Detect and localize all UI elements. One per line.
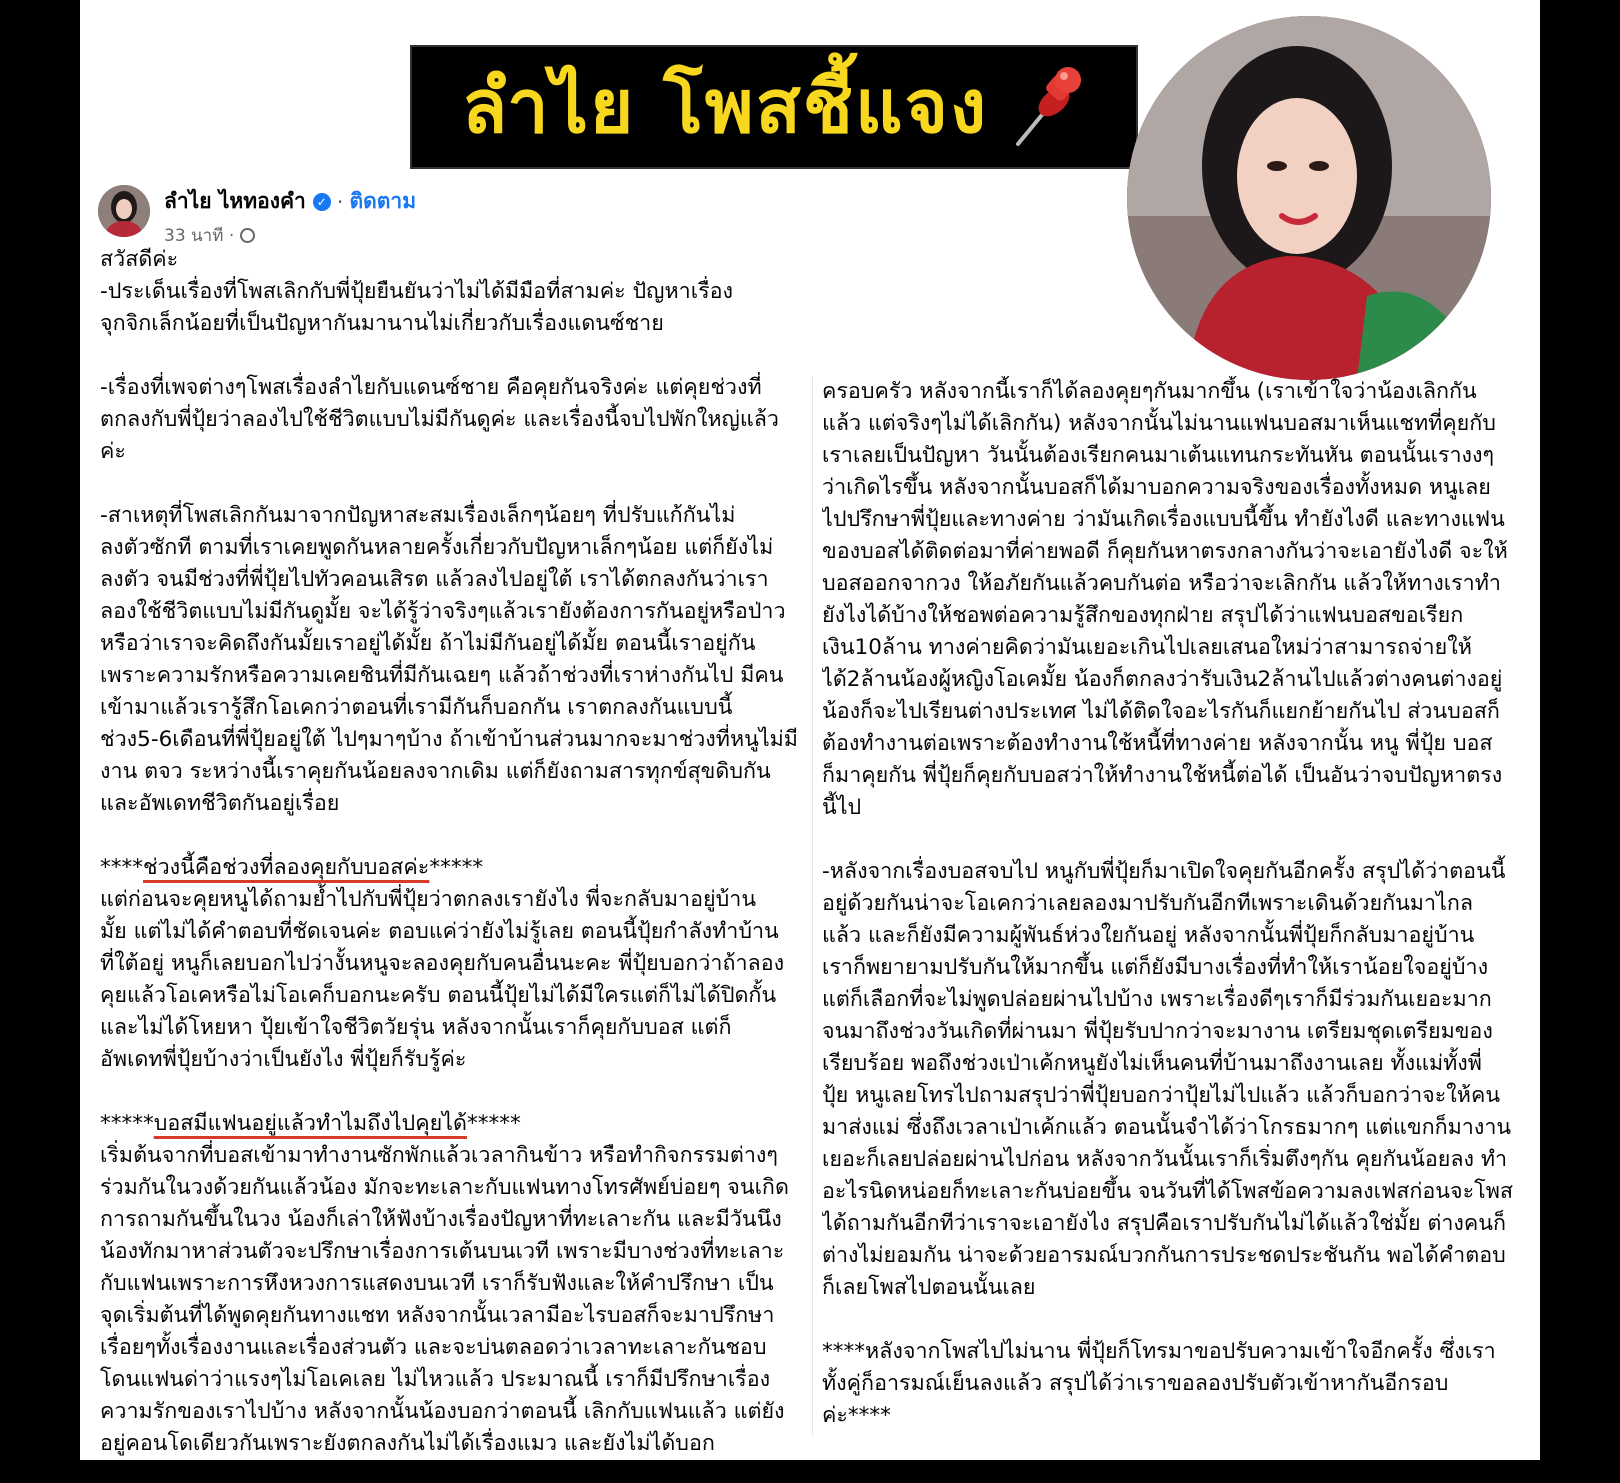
text-line: -หลังจากเรื่องบอสจบไป หนูกับพี่ปุ้ยก็มาเปิดใจคุยกันอีกครั้ง สรุปได้ว่าตอนนี้: [822, 859, 1506, 884]
text-line: ค่ะ: [100, 439, 126, 464]
paragraph-gap: [822, 824, 1540, 856]
text-line: ว่าเกิดไรขึ้น หลังจากนั้นบอสก็ได้มาบอกความจริงของเรื่องทั้งหมด หนูเลย: [822, 475, 1491, 500]
follow-button[interactable]: ติดตาม: [349, 189, 417, 213]
text-line: เราก็พยายามปรับกันให้มากขึ้น แต่ก็ยังมีบางเรื่องที่ทำให้เราน้อยใจอยู่บ้าง: [822, 955, 1489, 980]
author-name[interactable]: ลำไย ไหทองคำ: [164, 189, 306, 213]
text-line: จุดเริ่มต้นที่ได้พูดคุยกันทางแชท หลังจากนั้นเวลามีอะไรบอสก็จะมาปรึกษา: [100, 1303, 775, 1328]
text-line: *****บอสมีแฟนอยู่แล้วทำไมถึงไปคุยได้*****: [100, 1111, 521, 1136]
text-line: ที่ใต้อยู่ หนูก็เลยบอกไปว่างั้นหนูจะลองคุยกับคนอื่นนะคะ พี่ปุ้ยบอกว่าถ้าลอง: [100, 951, 785, 976]
text-line: และไม่ได้โหยหา ปุ้ยเข้าใจชีวิตวัยรุ่น หลังจากนั้นเราก็คุยกับบอส แต่ก็: [100, 1015, 732, 1040]
title-banner: [410, 45, 1138, 169]
text-line: อยู่ด้วยกันน่าจะโอเคกว่าเลยลองมาปรับกันอีกทีเพราะเดินด้วยกันมาไกล: [822, 891, 1474, 916]
text-line: ครอบครัว หลังจากนี้เราก็ได้ลองคุยๆกันมากขึ้น (เราเข้าใจว่าน้องเลิกกัน: [822, 379, 1477, 404]
text-line: อัพเดทพี่ปุ้ยบ้างว่าเป็นยังไง พี่ปุ้ยก็รับรู้ค่ะ: [100, 1047, 467, 1072]
text-line: จนมาถึงช่วงวันเกิดที่ผ่านมา พี่ปุ้ยรับปากว่าจะมางาน เตรียมชุดเตรียมของ: [822, 1019, 1493, 1044]
text-line: สวัสดีค่ะ: [100, 247, 179, 272]
author-avatar[interactable]: [98, 185, 150, 237]
paragraph-gap: [100, 340, 812, 372]
text-line: เราเลยเป็นปัญหา วันนั้นต้องเรียกคนมาเต้นแทนกระทันหัน ตอนนั้นเรางงๆ: [822, 443, 1495, 468]
text-line: ต้องทำงานต่อเพราะต้องทำงานใช้หนี้ที่ทางค่าย หลังจากนั้น หนู พี่ปุ้ย บอส: [822, 731, 1493, 756]
text-line: งาน ตจว ระหว่างนี้เราคุยกันน้อยลงจากเดิม แต่ก็ยังถามสารทุกข์สุขดิบกัน: [100, 759, 771, 784]
text-line: นี้ไป: [822, 795, 862, 820]
text-line: น้องทักมาหาส่วนตัวจะปรึกษาเรื่องการเต้นบนเวที เพราะมีบางช่วงที่ทะเลาะ: [100, 1239, 785, 1264]
text-line: เงิน10ล้าน ทางค่ายคิดว่ามันเยอะเกินไปเลยเสนอใหม่ว่าสามารถจ่ายให้: [822, 635, 1472, 660]
text-line: แล้ว แต่จริงๆไม่ได้เลิกกัน) หลังจากนั้นไม่นานแฟนบอสมาเห็นแชทที่คุยกับ: [822, 411, 1496, 436]
text-line: อยู่คอนโดเดียวกันเพราะยังตกลงกันไม่ได้เรื่องแมว และยังไม่ได้บอก: [100, 1431, 715, 1456]
text-line: เพราะความรักหรือความเคยชินที่มีกันเฉยๆ แล้วถ้าช่วงที่เราห่างกันไป มีคน: [100, 663, 784, 688]
text-line: ช่วง5-6เดือนที่พี่ปุ้ยอยู่ใต้ ไปๆมาๆบ้าง ถ้าเข้าบ้านส่วนมากจะมาช่วงที่หนูไม่มี: [100, 727, 798, 752]
text-line: กับแฟนเพราะการหึงหวงการแสดงบนเวที เราก็รับฟังและให้คำปรึกษา เป็น: [100, 1271, 774, 1296]
paragraph-gap: [100, 1076, 812, 1108]
text-line: และอัพเดทชีวิตกันอยู่เรื่อย: [100, 791, 340, 816]
text-line: น้องก็จะไปเรียนต่างประเทศ ไม่ได้ติดใจอะไรกันก็แยกย้ายกันไป ส่วนบอสก็: [822, 699, 1500, 724]
globe-icon: [240, 228, 255, 243]
text-line: จุกจิกเล็กน้อยที่เป็นปัญหากันมานานไม่เกี่ยวกับเรื่องแดนซ์ชาย: [100, 311, 664, 336]
text-line: เรื่อยๆทั้งเรื่องงานและเรื่องส่วนตัว และจะบ่นตลอดว่าเวลาทะเลาะกันชอบ: [100, 1335, 767, 1360]
text-line: -ประเด็นเรื่องที่โพสเลิกกับพี่ปุ้ยยืนยันว่าไม่ได้มีมือที่สามค่ะ ปัญหาเรื่อง: [100, 279, 734, 304]
text-line: -เรื่องที่เพจต่างๆโพสเรื่องลำไยกับแดนซ์ชาย คือคุยกันจริงค่ะ แต่คุยช่วงที่: [100, 375, 762, 400]
text-line: ของบอสได้ติดต่อมาที่ค่ายพอดี ก็คุยกันหาตรงกลางกันว่าจะเอายังไงดี จะให้: [822, 539, 1508, 564]
banner-title: ลำไย โพสชี้แจง: [461, 64, 989, 150]
text-line: ค่ะ****: [822, 1403, 891, 1428]
post-header: [98, 185, 416, 249]
text-line: ตกลงกับพี่ปุ้ยว่าลองไปใช้ชีวิตแบบไม่มีกันดูค่ะ และเรื่องนี้จบไปพักใหญ่แล้ว: [100, 407, 779, 432]
post-text-left: [100, 244, 812, 1460]
text-line: ลองใช้ชีวิตแบบไม่มีกันดูมั้ย จะได้รู้ว่าจริงๆแล้วเรายังต้องการกันอยู่หรือป่าว: [100, 599, 786, 624]
text-line: เยอะก็เลยปล่อยผ่านไปก่อน หลังจากวันนั้นเราก็เริ่มตึงๆกัน คุยกันน้อยลง ทำ: [822, 1147, 1508, 1172]
post-text-right: [822, 376, 1540, 1436]
text-line: มาส่งแม่ ซึ่งถึงเวลาเป่าเค้กแล้ว ตอนนั้นจำได้ว่าโกรธมากๆ แต่แขกก็มางาน: [822, 1115, 1512, 1140]
text-line: ได้ถามกันอีกทีว่าเราจะเอายังไง สรุปคือเราปรับกันไม่ได้แล้วใช่มั้ย ต่างคนก็: [822, 1211, 1507, 1236]
text-line: -สาเหตุที่โพสเลิกกันมาจากปัญหาสะสมเรื่องเล็กๆน้อยๆ ที่ปรับแก้กันไม่: [100, 503, 736, 528]
text-line: แล้ว และก็ยังมีความผู้พันธ์ห่วงใยกันอยู่ หลังจากนั้นพี่ปุ้ยก็กลับมาอยู่บ้าน: [822, 923, 1475, 948]
text-line: ทั้งคู่ก็อารมณ์เย็นลงแล้ว สรุปได้ว่าเราขอลองปรับตัวเข้าหากันอีกรอบ: [822, 1371, 1449, 1396]
verified-badge-icon: ✓: [313, 193, 331, 211]
text-line: ร่วมกันในวงด้วยกันแล้วน้อง มักจะทะเลาะกับแฟนทางโทรศัพย์บ่อยๆ จนเกิด: [100, 1175, 789, 1200]
text-line: ได้2ล้านน้องผู้หญิงโอเคมั้ย น้องก็ตกลงว่ารับเงิน2ล้านไปแล้วต่างคนต่างอยู่: [822, 667, 1503, 692]
text-line: เริ่มต้นจากที่บอสเข้ามาทำงานซักพักแล้วเวลากินข้าว หรือทำกิจกรรมต่างๆ: [100, 1143, 778, 1168]
text-line: ยังไงได้บ้างให้ชอพต่อความรู้สึกของทุกฝ่าย สรุปได้ว่าแฟนบอสขอเรียก: [822, 603, 1464, 628]
text-line: แต่ก็เลือกที่จะไม่พูดปล่อยผ่านไปบ้าง เพราะเรื่องดีๆเราก็มีร่วมกันเยอะมาก: [822, 987, 1492, 1012]
text-line: ความรักของเราไปบ้าง หลังจากนั้นน้องบอกว่าตอนนี้ เลิกกับแฟนแล้ว แต่ยัง: [100, 1399, 785, 1424]
text-line: อะไรนิดหน่อยก็ทะเลาะกันบ่อยขึ้น จนวันที่ได้โพสข้อความลงเฟสก่อนจะโพส: [822, 1179, 1513, 1204]
pushpin-icon: [1010, 64, 1086, 150]
text-line: ลงตัวซักที ตามที่เราเคยพูดกันหลายครั้งเกี่ยวกับปัญหาเล็กๆน้อย แต่ก็ยังไม่: [100, 535, 774, 560]
text-line: ต่างไม่ยอมกัน น่าจะด้วยอารมณ์บวกกันการประชดประชันกัน พอได้คำตอบ: [822, 1243, 1506, 1268]
text-line: หรือว่าเราจะคิดถึงกันมั้ยเราอยู่ได้มั้ย ถ้าไม่มีกันอยู่ได้มั้ย ตอนนี้เราอยู่กัน: [100, 631, 756, 656]
text-line: ปุ้ย หนูเลยโทรไปถามสรุปว่าพี่ปุ้ยบอกว่าปุ้ยไม่ไปแล้ว แล้วก็บอกว่าจะให้คน: [822, 1083, 1501, 1108]
text-line: ก็เลยโพสไปตอนนั้นเลย: [822, 1275, 1036, 1300]
text-line: ลงตัว จนมีช่วงที่พี่ปุ้ยไปทัวคอนเสิรต แล้วลงไปอยู่ใต้ เราได้ตกลงกันว่าเรา: [100, 567, 769, 592]
profile-photo: [1127, 16, 1491, 380]
text-line: มั้ย แต่ไม่ได้คำตอบที่ชัดเจนค่ะ ตอบแค่ว่ายังไม่รู้เลย ตอนนี้ปุ้ยกำลังทำบ้าน: [100, 919, 779, 944]
text-line: เรียบร้อย พอถึงช่วงเป่าเค้กหนูยังไม่เห็นคนที่บ้านมาถึงงานเลย ทั้งแม่ทั้งพี่: [822, 1051, 1482, 1076]
text-line: ****ช่วงนี้คือช่วงที่ลองคุยกับบอสค่ะ*****: [100, 855, 484, 880]
column-divider: [812, 376, 813, 1436]
text-line: โดนแฟนด่าว่าแรงๆไม่โอเคเลย ไม่ไหวแล้ว ประมาณนี้ เราก็มีปรึกษาเรื่อง: [100, 1367, 771, 1392]
text-line: เข้ามาแล้วเรารู้สึกโอเคกว่าตอนที่เรามีกันก็บอกกัน เราตกลงกันแบบนี้: [100, 695, 733, 720]
text-line: ก็มาคุยกัน พี่ปุ้ยก็คุยกับบอสว่าให้ทำงานใช้หนี้ต่อได้ เป็นอันว่าจบปัญหาตรง: [822, 763, 1503, 788]
text-line: การถามกันขึ้นในวง น้องก็เล่าให้ฟังบ้างเรื่องปัญหาที่ทะเลาะกัน และมีวันนึง: [100, 1207, 782, 1232]
text-line: ไปปรึกษาพี่ปุ้ยและทางค่าย ว่ามันเกิดเรื่องแบบนี้ขึ้น ทำยังไงดี และทางแฟน: [822, 507, 1505, 532]
paragraph-gap: [100, 468, 812, 500]
paragraph-gap: [822, 1304, 1540, 1336]
post-time[interactable]: 33 นาที ·: [164, 226, 235, 246]
separator-dot: ·: [336, 189, 344, 214]
paragraph-gap: [100, 820, 812, 852]
text-line: บอสออกจากวง ให้อภัยกันแล้วคบกันต่อ หรือว่าจะเลิกกัน แล้วให้ทางเราทำ: [822, 571, 1501, 596]
text-line: แต่ก่อนจะคุยหนูได้ถามย้ำไปกับพี่ปุ้ยว่าตกลงเรายังไง พี่จะกลับมาอยู่บ้าน: [100, 887, 757, 912]
text-line: คุยแล้วโอเคหรือไม่โอเคก็บอกนะครับ ตอนนี้ปุ้ยไม่ได้มีใครแต่ก็ไม่ได้ปิดกั้น: [100, 983, 777, 1008]
text-line: ****หลังจากโพสไปไม่นาน พี่ปุ้ยก็โทรมาขอปรับความเข้าใจอีกครั้ง ซึ่งเรา: [822, 1339, 1496, 1364]
